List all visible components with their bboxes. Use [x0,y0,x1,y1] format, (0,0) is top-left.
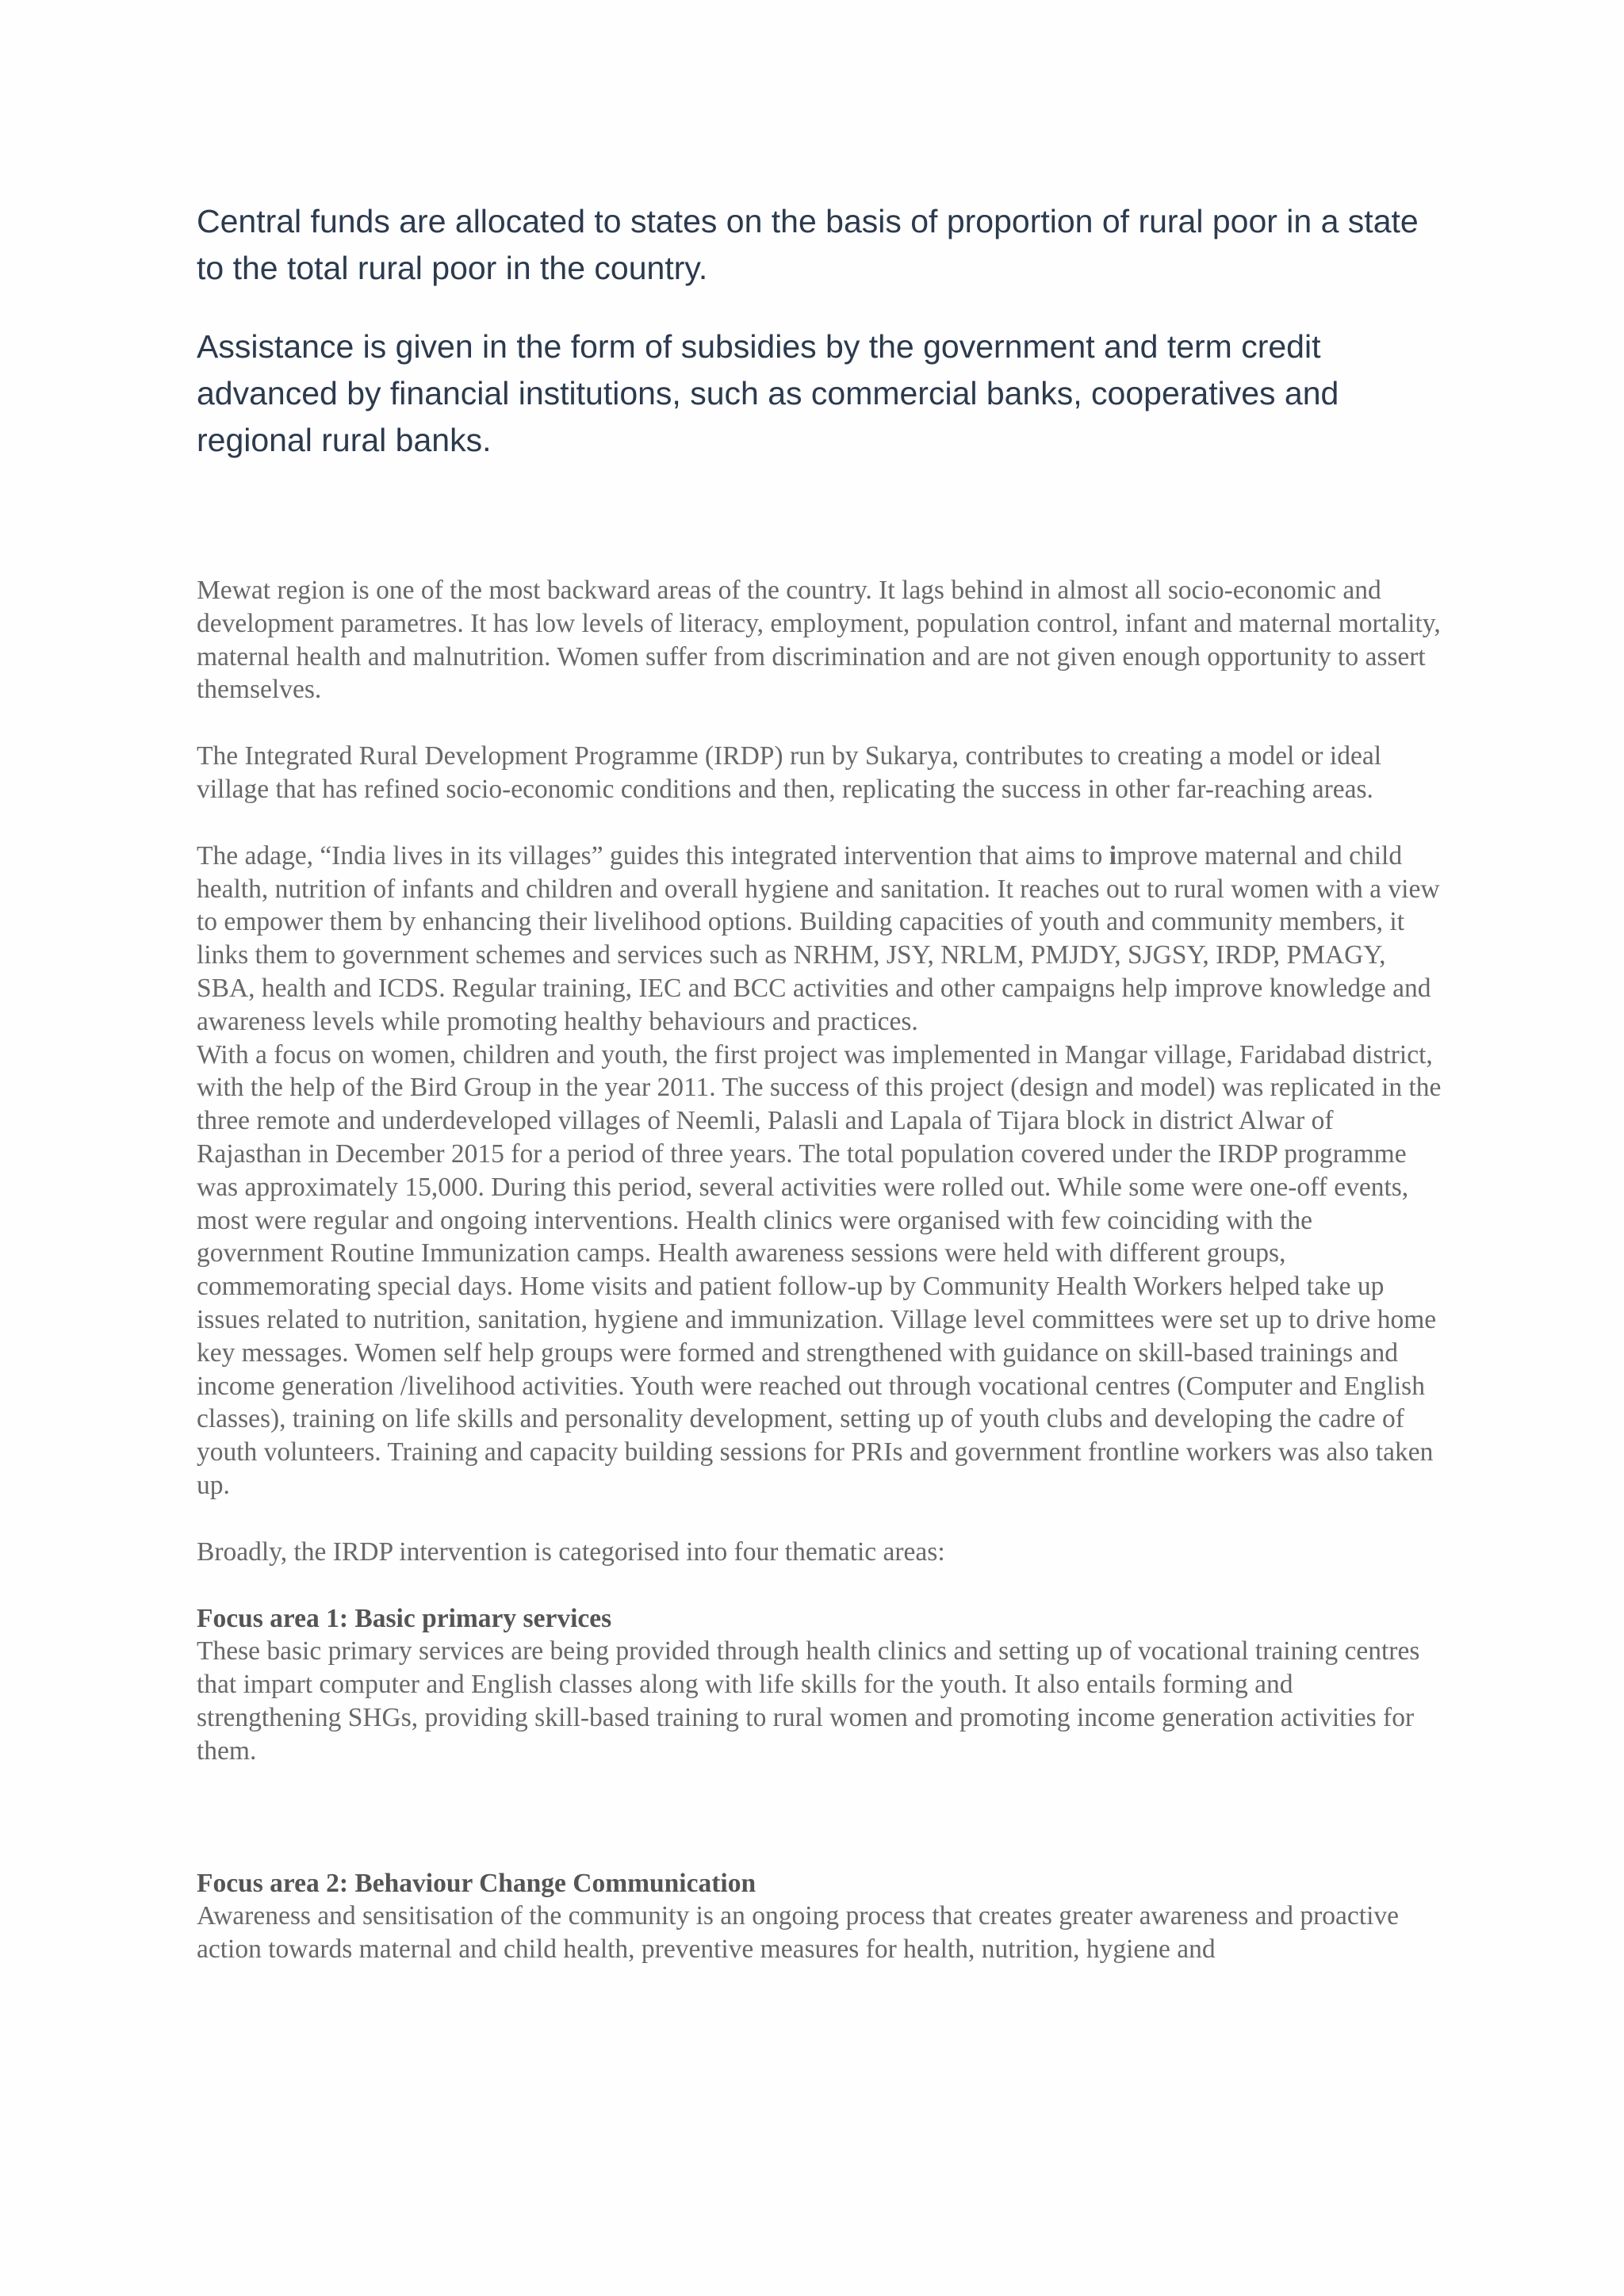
focus-area-2-text: Awareness and sensitisation of the community is an ongoing process that creates greater awareness and proactive action towards maternal and child health, preventive measures for health, nutrition, hygiene and [197,1901,1400,1965]
paragraph-adage [197,840,1443,1039]
adage-text-end: mprove maternal and child health, nutrition of infants and children and overall hygiene and sanitation. It reaches out to rural women with a view to empower them by enhancing their livelihood options. Building capacities of youth and community members, it links them to government schemes and services such as NRHM, JSY, NRLM, PMJDY, SJGSY, IRDP, PMAGY, SBA, health and ICDS. Regular training, IEC and BCC activities and other campaigns help improve knowledge and awareness levels while promoting healthy behaviours and practices. [197,840,1440,1036]
paragraph-focus-project: With a focus on women, children and youth, the first project was implemented in Mangar village, Faridabad district, with the help of the Bird Group in the year 2011. The success of this project (design and model) was replicated in the three remote and underdeveloped villages of Neemli, Palasli and Lapala of Tijara block in district Alwar of Rajasthan in December 2015 for a period of three years. The total population covered under the IRDP programme was approximately 15,000. During this period, several activities were rolled out. While some were one-off events, most were regular and ongoing interventions. Health clinics were organised with few coinciding with the government Routine Immunization camps. Health awareness sessions were held with different groups, commemorating special days. Home visits and patient follow-up by Community Health Workers helped take up issues related to nutrition, sanitation, hygiene and immunization. Village level committees were set up to drive home key messages. Women self help groups were formed and strengthened with guidance on skill-based trainings and income generation /livelihood activities. Youth were reached out through vocational centres (Computer and English classes), training on life skills and personality development, setting up of youth clubs and developing the cadre of youth volunteers. Training and capacity building sessions for PRIs and government frontline workers was also taken up. [197,1039,1442,1500]
focus-area-1-heading: Focus area 1: Basic primary services [197,1603,612,1633]
focus-area-1-text: These basic primary services are being provided through health clinics and setting up of vocational training centres that impart computer and English classes along with life skills for the youth. It also entails forming and strengthening SHGs, providing skill-based training to rural women and promoting income generation activities for them. [197,1636,1420,1766]
focus-area-2-heading: Focus area 2: Behaviour Change Communication [197,1868,756,1898]
body-section [197,574,1443,1966]
adage-bold-letter: i [1109,840,1117,871]
paragraph-mewat: Mewat region is one of the most backward areas of the country. It lags behind in almost all socio-economic and development parametres. It has low levels of literacy, employment, population control, infant and maternal mortality, maternal health and malnutrition. Women suffer from discrimination and are not given enough opportunity to assert themselves. [197,576,1441,705]
intro-paragraph-assistance: Assistance is given in the form of subsidies by the government and term credit advanced by financial institutions, such as commercial banks, cooperatives and regional rural banks. [197,328,1339,458]
adage-text-start: The adage, “India lives in its villages” guides this integrated intervention that aims to [197,840,1109,871]
intro-section [197,198,1442,496]
paragraph-thematic-areas: Broadly, the IRDP intervention is categorised into four thematic areas: [197,1536,945,1567]
intro-paragraph-funds: Central funds are allocated to states on the basis of proportion of rural poor in a state to the total rural poor in the country. [197,203,1419,286]
paragraph-irdp: The Integrated Rural Development Programme (IRDP) run by Sukarya, contributes to creating a model or ideal village that has refined socio-economic conditions and then, replicating the success in other far-reaching areas. [197,741,1382,804]
